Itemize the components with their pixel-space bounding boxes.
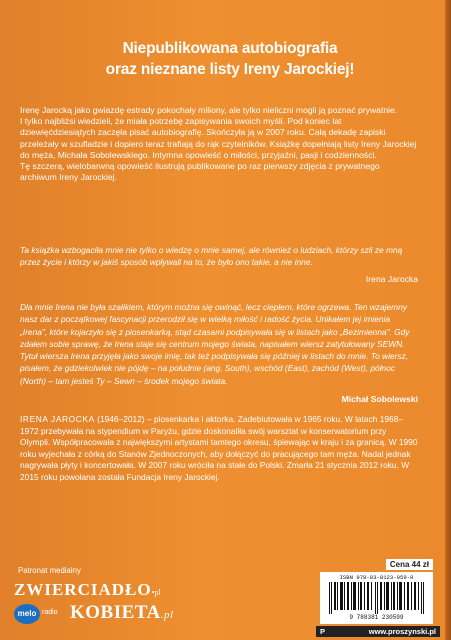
bio-name: IRENA JAROCKA [20, 414, 95, 424]
book-edge [445, 0, 451, 640]
intro-paragraph-3: Tę szczerą, wielobarwną opowieść ilustrują publikowane po raz pierwszy zdjęcia z prywatnego archiwum Ireny Jarockiej. [20, 161, 380, 183]
quote-text: Ta książka wzbogaciła mnie nie tylko o wiedzę o mnie samej, ale również o ludziach, którzy szli ze mną przez życie i którzy w jakiś sposób wpływali na to, że było ono takie, a nie inne. [20, 245, 403, 268]
quote-irena [20, 244, 418, 285]
headline [60, 38, 400, 80]
quote-text: Dla mnie Irena nie była szalikiem, którym można się owinąć, lecz ciepłem, które ogrzewa. Ten wzajemny nasz dar z początkowej fascynacji przerodził się w wielką miłość i radość życia. Unikałem jej imienia „Irena", które kojarzyło się z piosenkarką, stąd czasami podpisywała się w listach jako „Bezimienna". Gdy zdałem sobie sprawę, że Irena staje się centrum mojego świata, napisałem wiersz zatytułowany SEWN. Tytuł wiersza Irena przyjęła jako swoje imię, tak też podpisywała się później w listach do mnie. To wiersz, pisałem, że gdziekolwiek nie pójdę – na południe (ang. South), wschód (East), zachód (West), północ (North) – tam jesteś Ty – Sewn – środek mojego świata. [20, 302, 410, 386]
isbn-text: ISBN 978-83-8123-059-9 [339, 574, 414, 581]
intro-text [20, 105, 418, 183]
kobieta-logo: KOBIETA.pl [70, 602, 174, 623]
headline-line-2: oraz nieznane listy Ireny Jarockiej! [105, 61, 355, 78]
quote-author: Michał Sobolewski [341, 394, 418, 405]
ean-number: 9 788381 230599 [349, 614, 404, 621]
price-label: Cena 44 zł [323, 560, 433, 569]
intro-paragraph-1: Irenę Jarocką jako gwiazdę estrady pokochały miliony, ale tylko nieliczni mogli ją poznać prywatnie. [20, 105, 398, 115]
headline-line-1: Niepublikowana autobiografia [122, 40, 338, 57]
bio-text: (1946–2012) – piosenkarka i aktorka. Zadebiutowała w 1965 roku. W latach 1968–1972 przebywała na stypendium w Paryżu, gdzie doskonaliła swój warsztat w konserwatorium przy Olympii. Współpracowała z największymi artystami tamtego okresu, śpiewając w kraju i za granicą. W 1990 roku wyjechała z córką do Stanów Zjednoczonych, aby dołączyć do pracującego tam męża. Nadal jednak nagrywała płyty i koncertowała. W 2007 roku wróciła na stałe do Polski. Zmarła 21 stycznia 2012 roku. W 2015 roku powołana została Fundacja Ireny Jarockiej. [20, 414, 418, 482]
publisher-logo-icon: P [320, 627, 326, 636]
radio-label: radio [42, 609, 58, 616]
patron-label: Patronat medialny [18, 566, 81, 575]
melo-radio-logo: melo [14, 604, 40, 624]
barcode-bars [327, 582, 427, 614]
quote-michal [20, 301, 418, 405]
intro-paragraph-2: I tylko najbliżsi wiedzieli, że miała potrzebę zapisywania swoich myśli. Pod koniec lat dziewięćdziesiątych zaczęła pisać autobiografię. Skończyła ją w 2007 roku. Całą dekadę zapiski przeleżały w szufladzie i dopiero teraz trafiają do rąk czytelników. Książkę dopełniają listy Ireny Jarockiej do męża, Michała Sobolewskiego. Intymna opowieść o miłości, przyjaźni, pasji i codzienności. [20, 116, 417, 160]
publisher-url[interactable]: P www.proszynski.pl [316, 626, 440, 637]
author-bio [20, 414, 418, 484]
barcode [320, 572, 433, 624]
zwierciadlo-logo: ZWIERCIADŁO•pl [14, 580, 161, 599]
quote-author: Irena Jarocka [365, 273, 418, 284]
